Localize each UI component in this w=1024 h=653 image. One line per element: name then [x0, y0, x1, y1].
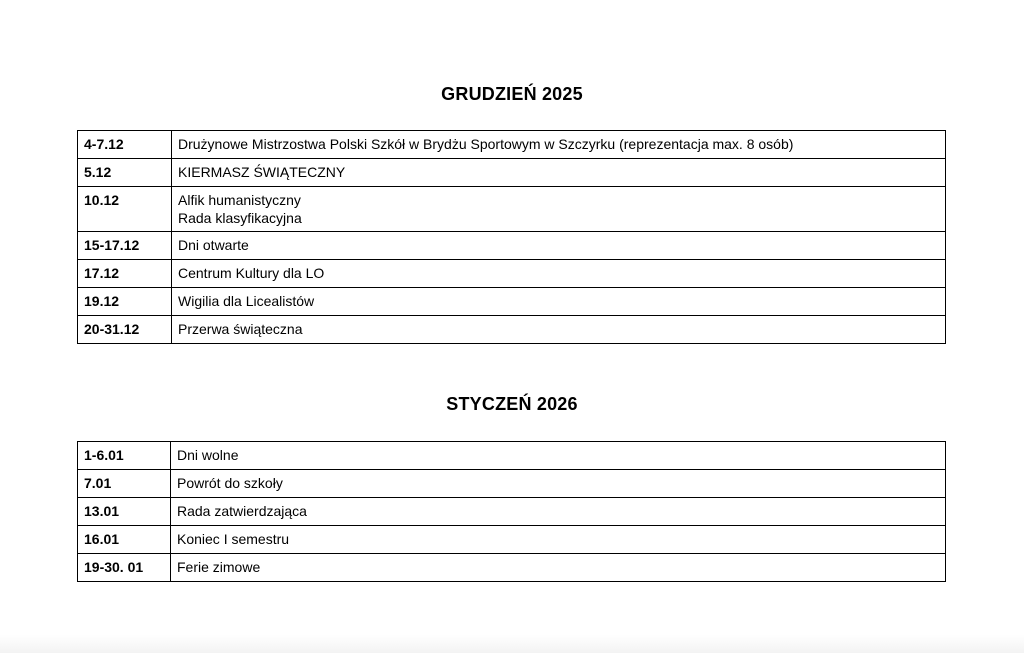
- date-cell: 5.12: [78, 159, 172, 187]
- table-row: [78, 187, 946, 232]
- event-cell: [171, 526, 946, 554]
- date-cell: 10.12: [78, 187, 172, 232]
- event-text: Rada zatwierdzająca: [177, 503, 307, 519]
- section-title-december: GRUDZIEŃ 2025: [441, 84, 583, 104]
- table-row: [78, 470, 946, 498]
- table-row: [78, 526, 946, 554]
- table-row: [78, 316, 946, 344]
- section-title-january: STYCZEŃ 2026: [446, 394, 578, 414]
- event-cell: [171, 470, 946, 498]
- date-cell: 17.12: [78, 260, 172, 288]
- table-row: [78, 159, 946, 187]
- schedule-table-january: [77, 441, 946, 582]
- date-cell: 7.01: [78, 470, 171, 498]
- event-text: Ferie zimowe: [177, 559, 261, 575]
- date-cell: 19.12: [78, 288, 172, 316]
- event-cell: [172, 159, 946, 187]
- table-row: [78, 554, 946, 582]
- date-cell: 1-6.01: [78, 442, 171, 470]
- event-text: KIERMASZ ŚWIĄTECZNY: [178, 164, 346, 180]
- event-cell: [172, 260, 946, 288]
- date-cell: 20-31.12: [78, 316, 172, 344]
- table-row: [78, 288, 946, 316]
- table-row: [78, 498, 946, 526]
- table-row: [78, 232, 946, 260]
- event-text: Wigilia dla Licealistów: [178, 293, 315, 309]
- table-row: [78, 442, 946, 470]
- event-cell: [171, 554, 946, 582]
- event-cell: [172, 288, 946, 316]
- date-cell: 15-17.12: [78, 232, 172, 260]
- event-cell: [172, 232, 946, 260]
- table-row: [78, 260, 946, 288]
- event-text: Rada klasyfikacyjna: [178, 210, 302, 226]
- event-text: Koniec I semestru: [177, 531, 290, 547]
- page-bottom-shadow: [0, 635, 1024, 653]
- date-cell: 19-30. 01: [78, 554, 171, 582]
- event-cell: [171, 498, 946, 526]
- event-cell: [171, 442, 946, 470]
- date-cell: 16.01: [78, 526, 171, 554]
- event-text: Dni wolne: [177, 447, 239, 463]
- event-cell: [172, 316, 946, 344]
- event-text: Powrót do szkoły: [177, 475, 283, 491]
- event-text: Centrum Kultury dla LO: [178, 265, 325, 281]
- event-text: Dni otwarte: [178, 237, 249, 253]
- event-text: Drużynowe Mistrzostwa Polski Szkół w Brydżu Sportowym w Szczyrku (reprezentacja max. 8 osób): [178, 136, 794, 152]
- event-text: Przerwa świąteczna: [178, 321, 303, 337]
- date-cell: 4-7.12: [78, 131, 172, 159]
- event-cell: [172, 187, 946, 232]
- table-row: [78, 131, 946, 159]
- schedule-table-december: [77, 130, 946, 344]
- event-text: Alfik humanistyczny: [178, 192, 301, 208]
- event-cell: [172, 131, 946, 159]
- date-cell: 13.01: [78, 498, 171, 526]
